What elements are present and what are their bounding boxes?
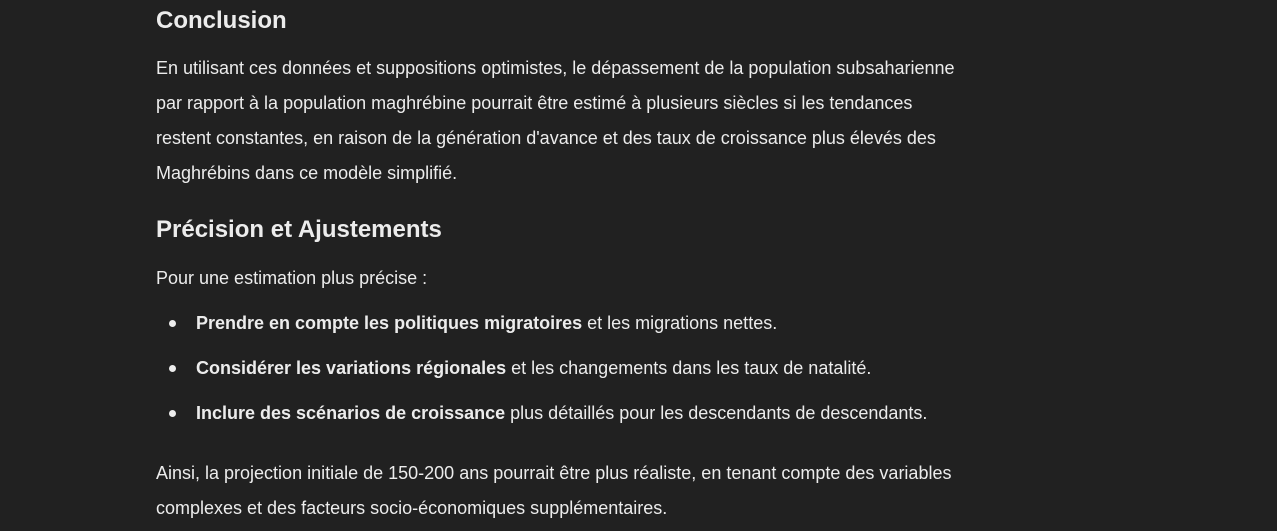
list-item-text: et les changements dans les taux de natalité. — [506, 358, 872, 378]
list-item-bold: Considérer les variations régionales — [196, 358, 507, 378]
final-paragraph — [156, 456, 1046, 526]
conclusion-line: En utilisant ces données et suppositions optimistes, le dépassement de la population subsaharienne — [156, 58, 955, 78]
bullet-icon — [169, 410, 176, 417]
list-item-text: plus détaillés pour les descendants de descendants. — [505, 403, 928, 423]
list-item — [156, 306, 1046, 341]
conclusion-paragraph — [156, 51, 1046, 191]
list-item-bold: Prendre en compte les politiques migratoires — [196, 313, 583, 333]
precision-heading: Précision et Ajustements — [156, 216, 442, 243]
list-item-bold: Inclure des scénarios de croissance — [196, 403, 506, 423]
final-line: complexes et des facteurs socio-économiques supplémentaires. — [156, 498, 668, 518]
recommendation-list — [156, 306, 1046, 441]
precision-intro: Pour une estimation plus précise : — [156, 268, 428, 288]
final-line: Ainsi, la projection initiale de 150-200 ans pourrait être plus réaliste, en tenant compte des variables — [156, 463, 952, 483]
bullet-icon — [169, 320, 176, 327]
conclusion-line: Maghrébins dans ce modèle simplifié. — [156, 163, 458, 183]
list-item-text: et les migrations nettes. — [582, 313, 778, 333]
conclusion-line: par rapport à la population maghrébine pourrait être estimé à plusieurs siècles si les tendances — [156, 93, 913, 113]
conclusion-line: restent constantes, en raison de la génération d'avance et des taux de croissance plus élevés des — [156, 128, 936, 148]
conclusion-heading: Conclusion — [156, 7, 287, 34]
list-item — [156, 351, 1046, 386]
list-item — [156, 396, 1046, 431]
bullet-icon — [169, 365, 176, 372]
